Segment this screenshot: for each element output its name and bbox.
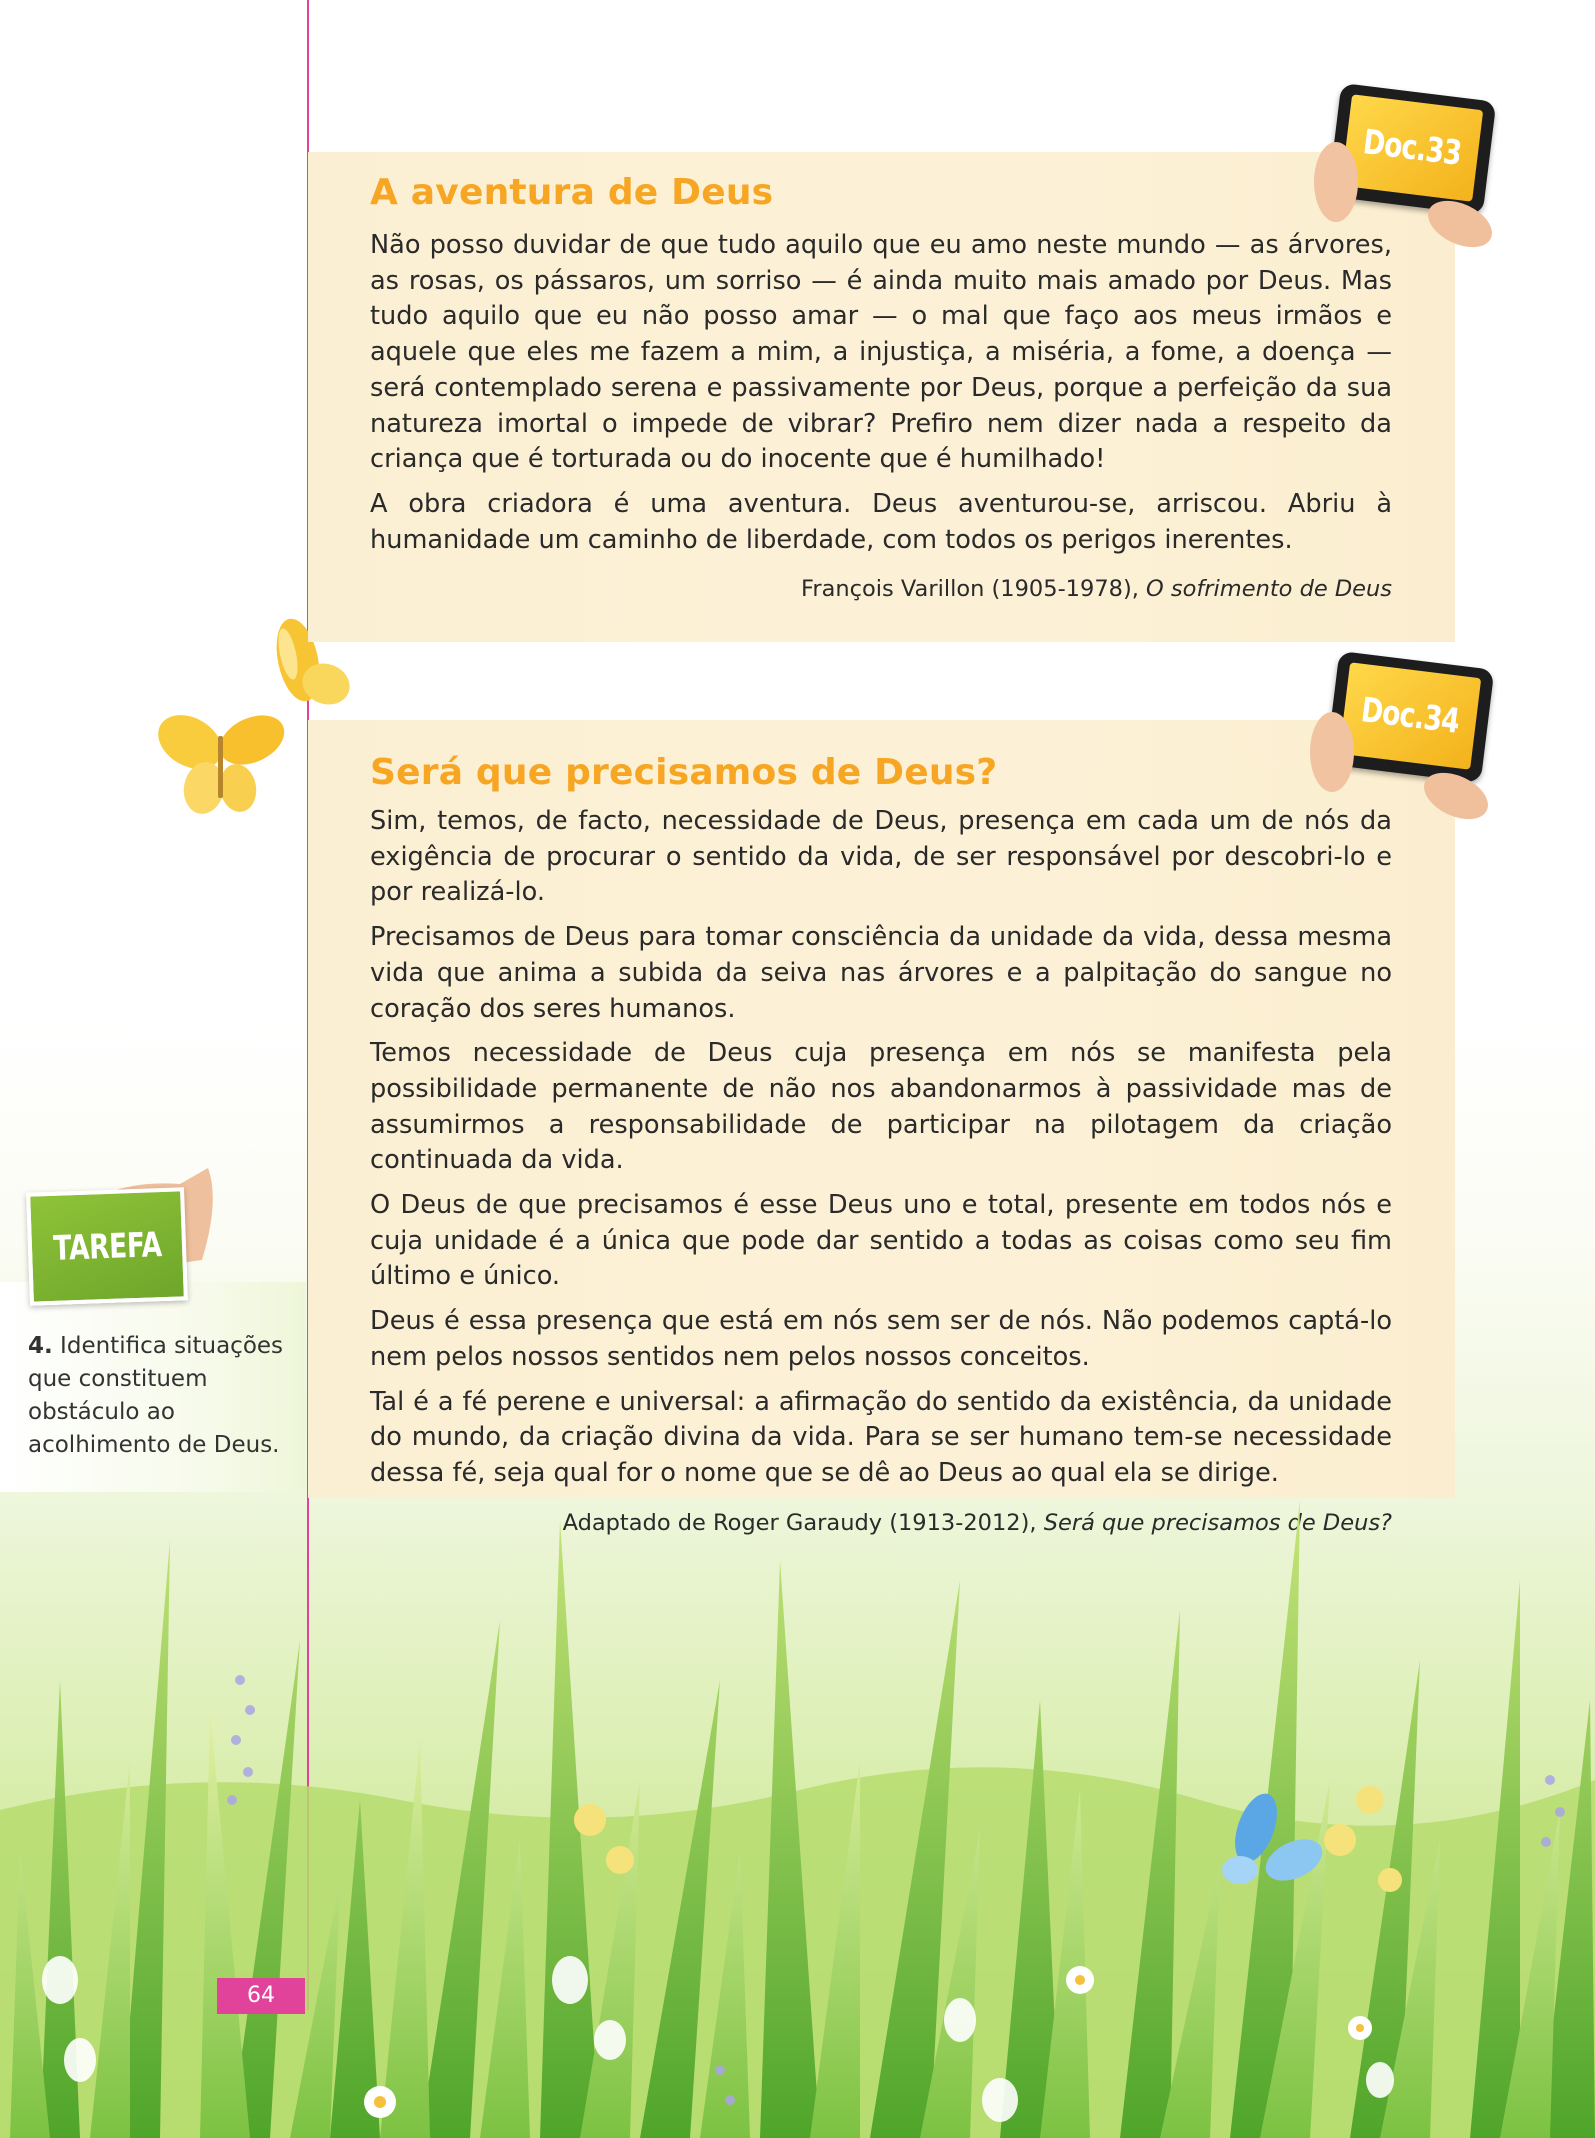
doc-34-badge-label: Doc.34 — [1358, 690, 1462, 742]
source-author: François Varillon (1905-1978), — [801, 576, 1147, 603]
doc-34-paragraph: Precisamos de Deus para tomar consciência da unidade da vida, dessa mesma vida que anima a subida da seiva nas árvores e a palpitação do sangue no coração dos seres humanos. — [370, 922, 1392, 1024]
doc-34-paragraph: Sim, temos, de facto, necessidade de Deus, presença em cada um de nós da exigência de procurar o sentido da vida, de ser responsável por descobri-lo e por realizá-lo. — [370, 806, 1392, 908]
grass-illustration — [0, 1380, 1595, 2138]
doc-33-paragraph: A obra criadora é uma aventura. Deus aventurou-se, arriscou. Abriu à humanidade um caminho de liberdade, com todos os perigos inerentes. — [370, 488, 1392, 555]
doc-33-paragraph: Não posso duvidar de que tudo aquilo que eu amo neste mundo — as árvores, as rosas, os pássaros, um sorriso — é ainda muito mais amado por Deus. Mas tudo aquilo que eu não posso amar — o mal que faço aos meus irmãos e aquele que eles me fazem a mim, a injustiça, a miséria, a fome, a doença — será contemplado serena e passivamente por Deus, porque a perfeição da sua natureza imortal o impede de vibrar? Prefiro nem dizer nada a respeito da criança que é torturada ou do inocente que é humilhado! — [370, 230, 1392, 475]
blue-butterfly-icon — [1210, 1790, 1330, 1900]
doc-34-paragraph: Temos necessidade de Deus cuja presença em nós se manifesta pela possibilidade permanente de não nos abandonarmos à passividade mas de assumirmos a responsabilidade de participar na pilotagem da criação continuada da vida. — [370, 1038, 1392, 1176]
doc-34-paragraph: Tal é a fé perene e universal: a afirmação do sentido da existência, da unidade do mundo, da criação divina da vida. Para se ser humano tem-se necessidade dessa fé, seja qual for o nome que se dê ao Deus ao qual ela se dirige. — [370, 1386, 1392, 1488]
doc-33-body — [370, 228, 1392, 617]
tarefa-number: 4. — [28, 1333, 53, 1359]
tarefa-card — [28, 1190, 178, 1295]
doc-34-title: Será que precisamos de Deus? — [370, 752, 998, 793]
doc-34-paragraph: O Deus de que precisamos é esse Deus uno e total, presente em todos nós e cuja unidade é a única que pode dar sentido a todas as coisas como seu fim último e único. — [370, 1190, 1392, 1292]
source-work: Será que precisamos de Deus? — [1043, 1509, 1392, 1536]
doc-34-paragraph: Deus é essa presença que está em nós sem ser de nós. Não podemos captá-lo nem pelos nossos sentidos nem pelos nossos conceitos. — [370, 1306, 1392, 1372]
yellow-butterfly-icon — [152, 706, 288, 824]
doc-33-box — [308, 152, 1455, 642]
tarefa-label: TAREFA — [52, 1224, 162, 1269]
doc-33-title: A aventura de Deus — [370, 172, 774, 213]
page-number: 64 — [217, 1978, 305, 2014]
source-work: O sofrimento de Deus — [1146, 576, 1392, 603]
hand-icon — [1296, 700, 1496, 830]
source-author: Adaptado de Roger Garaudy (1913-2012), — [562, 1509, 1044, 1536]
hand-icon — [1300, 130, 1500, 260]
doc-33-source — [370, 572, 1392, 608]
doc-33-badge-label: Doc.33 — [1360, 122, 1464, 174]
tarefa-text: Identifica situações que constituem obstáculo ao acolhimento de Deus. — [28, 1333, 284, 1458]
